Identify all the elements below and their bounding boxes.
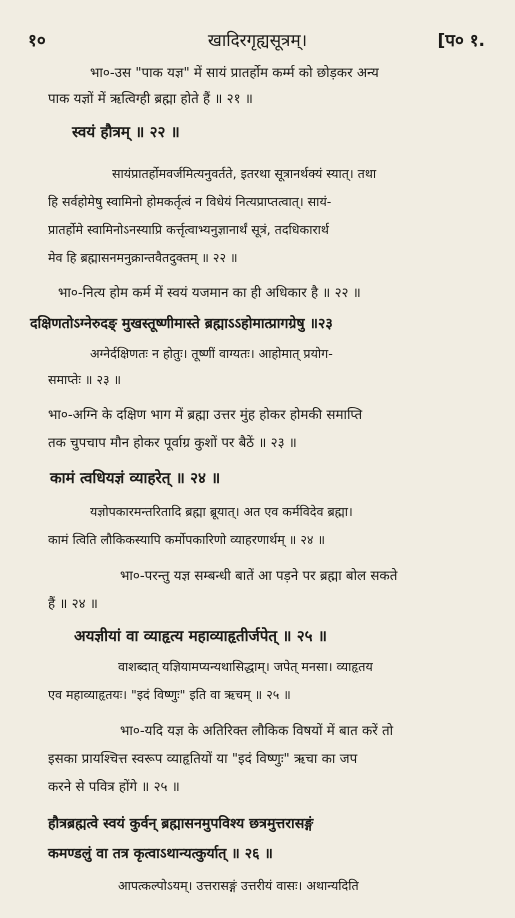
commentary-line: समाप्तेः ॥ २३ ॥ [48,372,122,387]
page-number: १० [28,31,46,51]
commentary-line: आपत्कल्पोऽयम्। उत्तरासङ्गं उत्तरीयं वासः। अथान्यदिति [118,878,359,893]
sutra-heading: स्वयं हौत्रम् ॥ २२ ॥ [72,123,180,141]
translation-line: भा०-परन्तु यज्ञ सम्बन्धी बातें आ पड़ने पर ब्रह्मा बोल सकते [120,569,398,584]
commentary-line: यज्ञोपकारमन्तरितादि ब्रह्मा ब्रूयात्। अत एव कर्मविदेव ब्रह्मा। [90,504,353,519]
commentary-line: सायंप्रातर्होमवर्जमित्यनुवर्तते, इतरथा सूत्रानर्थक्यं स्यात्। तथा [112,166,377,181]
commentary-line: मेव हि ब्रह्मासनमनुक्रान्तवैतदुक्तम् ॥ २२ ॥ [48,250,238,265]
translation-line: भा०-यदि यज्ञ के अतिरिक्त लौकिक विषयों में बात करें तो [120,724,394,739]
sutra-heading: कामं त्वधियज्ञं व्याहरेत् ॥ २४ ॥ [50,469,221,487]
commentary-line: कामं त्विति लौकिकस्यापि कर्मोपकारिणो व्याहरणार्थम् ॥ २४ ॥ [48,532,325,547]
text-line: भा०-उस "पाक यज्ञ" में सायं प्रातर्होम कर्म्म को छोड़कर अन्य [90,66,379,81]
sutra-heading: हौत्रब्रह्मत्वे स्वयं कुर्वन् ब्रह्मासनमुपविश्य छत्रमुत्तरासङ्गं [48,816,314,832]
sutra-heading: कमण्डलुं वा तत्र कृत्वाऽथान्यत्कुर्यात् ॥ २६ ॥ [48,846,273,862]
translation-line: हैं ॥ २४ ॥ [48,597,98,612]
translation-line: इसका प्रायश्चित्त स्वरूप व्याहृतियों या "इदं विष्णुः" ऋचा का जप [48,752,358,767]
running-title: खादिरगृह्यसूत्रम्। [207,31,308,51]
translation-line: करने से पवित्र होंगे ॥ २५ ॥ [48,780,180,795]
sutra-heading: अयज्ञीयां वा व्याहृत्य महाव्याहृतीर्जपेत् ॥ २५ ॥ [74,627,327,645]
commentary-line: अग्नेर्दक्षिणतः न होतुः। तूष्णीं वाग्यतः। आहोमात् प्रयोग- [90,346,333,361]
commentary-line: एव महाव्याहृतयः। "इदं विष्णुः" इति वा ऋचम् ॥ २५ ॥ [48,687,291,702]
translation-line: तक चुपचाप मौन होकर पूर्वाग्र कुशों पर बैठें ॥ २३ ॥ [48,436,297,451]
page-header [0,28,515,54]
commentary-line: वाशब्दात् यज्ञियामप्यन्यथासिद्धाम्। जपेत् मनसा। व्याहृतय [118,659,373,674]
translation-line: भा०-अग्नि के दक्षिण भाग में ब्रह्मा उत्तर मुंह होकर होमकी समाप्ति [48,408,363,423]
translation-line: भा०-नित्य होम कर्म में स्वयं यजमान का ही अधिकार है ॥ २२ ॥ [58,286,361,301]
text-line: पाक यज्ञों में ऋत्विग्ही ब्रह्मा होते हैं ॥ २१ ॥ [48,92,253,107]
section-reference: [प० १. [437,31,485,51]
commentary-line: हि सर्वहोमेषु स्वामिनो होमकर्तृत्वं न विधेयं नित्यप्राप्तत्वात्। सायं- [48,194,332,209]
commentary-line: प्रातर्होमे स्वामिनोऽनस्याप्रि कर्त्तृत्वाभ्यनुज्ञानार्थं सूत्रं, तदधिकारार्थ [48,222,329,237]
sutra-heading: दक्षिणतोऽग्नेरुदङ् मुखस्तूष्णीमास्ते ब्रह्माऽऽहोमात्प्रागग्रेषु ॥२३ [30,316,333,332]
